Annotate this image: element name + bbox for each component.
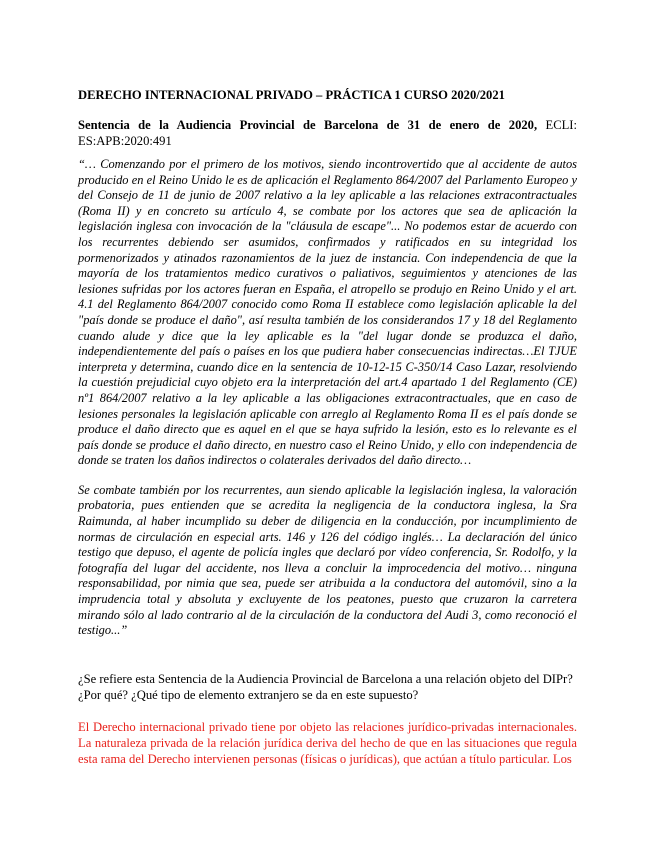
quote-paragraph-1: “… Comenzando por el primero de los motivos, siendo incontrovertido que al accidente de autos producido en el Reino Unido le es de aplicación el Reglamento 864/2007 del Parlamento Europeo y del Consejo de 11 de junio de 2007 relativo a la ley aplicable a las relaciones extracontractuales (Roma II) y en concreto su artículo 4, se combate por los actores que sea de aplicación la legislación inglesa con invocación de la "cláusula de escape"... No podemos estar de acuerdo con los recurrentes debiendo ser asumidos, confirmados y ratificados en su integridad los pormenorizados y atinados razonamientos de la juez de instancia. Con independencia de que la mayoría de los tratamientos medico curativos o paliativos, seguimientos y atenciones de las lesiones sufridas por los actores fueran en España, el atropello se produjo en Reino Unido y el art. 4.1 del Reglamento 864/2007 conocido como Roma II establece como legislación aplicable la del "país donde se produce el daño", así resulta también de los considerandos 17 y 18 del Reglamento cuando alude y dice que la ley aplicable es la "del lugar donde se produzca el daño, independientemente del país o países en los que pudiera haber consecuencias indirectas…El TJUE interpreta y determina, cuando dice en la sentencia de 10-12-15 C-350/14 Caso Lazar, resolviendo la cuestión prejudicial cuyo objeto era la interpretación del art.4 apartado 1 del Reglamento (CE) nº1 864/2007 relativo a la ley aplicable a las obligaciones extracontractuales, que en caso de lesiones personales la legislación aplicable con arreglo al Reglamento Roma II es el país donde se produce el daño directo que es aquel en el que se haya sufrido la lesión, esto es lo relevante es el país donde se produce el daño directo, en nuestro caso el Reino Unido, y ello con independencia de donde se traten los daños indirectos o colaterales derivados del daño directo…	[78, 157, 577, 468]
quote-paragraph-2: Se combate también por los recurrentes, aun siendo aplicable la legislación inglesa, la valoración probatoria, pues entienden que se acredita la negligencia de la conductora inglesa, la Sra Raimunda, al haber incumplido su deber de diligencia en la conducción, por incumplimiento de normas de circulación en especial arts. 146 y 126 del código inglés… La declaración del único testigo que depuso, el agente de policía ingles que declaró por vídeo conferencia, Sr. Rodolfo, y la fotografía del lugar del accidente, nos lleva a concluir la improcedencia del motivo… ninguna responsabilidad, por nimia que sea, puede ser atribuida a la conductora del automóvil, sino a la imprudencia total y absoluta y excluyente de los peatones, puesto que cruzaron la carretera mirando sólo al lado contrario al de la circulación de la conductora del Audi 3, como reconoció el testigo...”	[78, 482, 577, 638]
case-reference-title: Sentencia de la Audiencia Provincial de Barcelona de 31 de enero de 2020,	[78, 118, 538, 132]
document-title: DERECHO INTERNACIONAL PRIVADO – PRÁCTICA 1 CURSO 2020/2021	[78, 88, 505, 102]
case-reference	[78, 117, 577, 149]
case-reference-ecli: ECLI: ES:APB:2020:491	[78, 118, 577, 148]
spacer	[78, 639, 577, 671]
spacer	[78, 469, 577, 483]
exercise-answer: El Derecho internacional privado tiene por objeto las relaciones jurídico-privadas internacionales. La naturaleza privada de la relación jurídica deriva del hecho de que en las situaciones que regula esta rama del Derecho intervienen personas (físicas o jurídicas), que actúan a título particular. Los	[78, 719, 577, 766]
exercise-question: ¿Se refiere esta Sentencia de la Audiencia Provincial de Barcelona a una relación objeto del DIPr? ¿Por qué? ¿Qué tipo de elemento extranjero se da en este supuesto?	[78, 671, 573, 702]
